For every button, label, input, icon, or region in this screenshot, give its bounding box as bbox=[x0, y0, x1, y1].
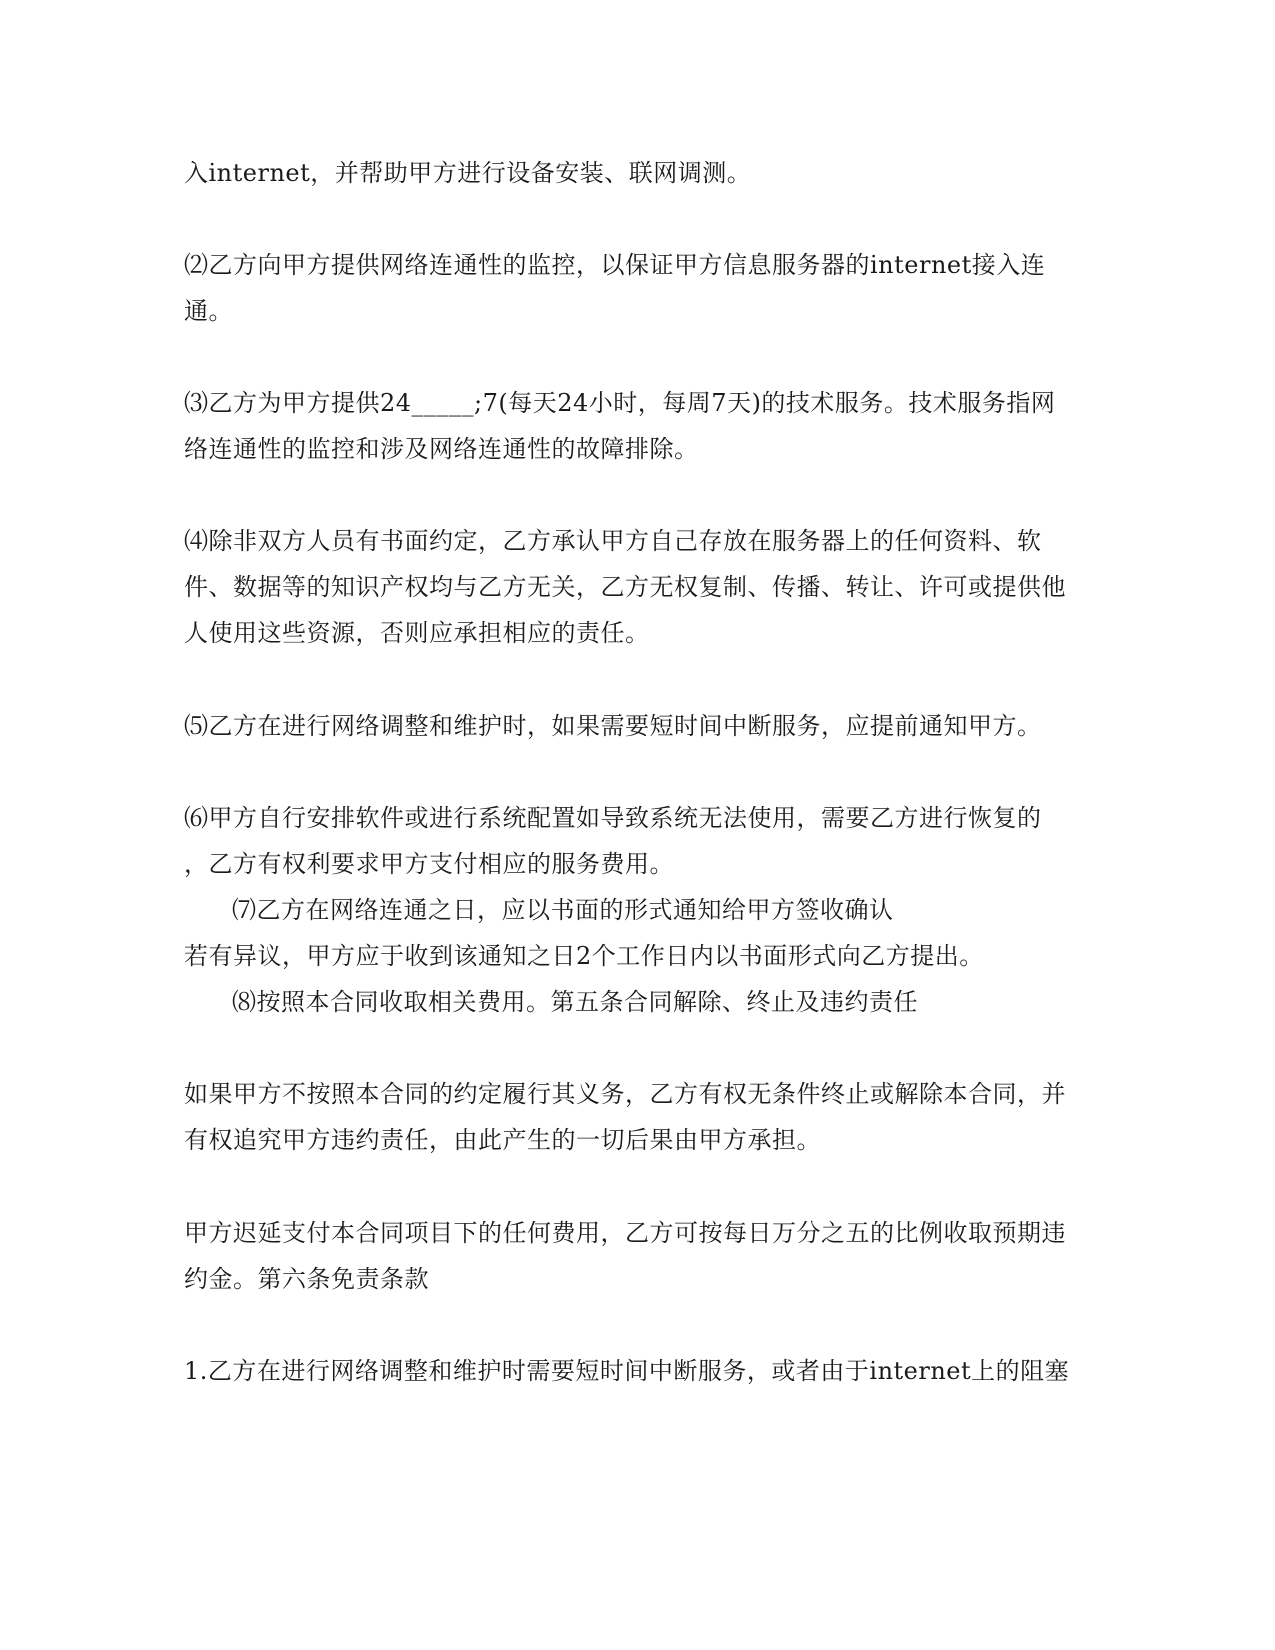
text-line: ⑷除非双方人员有书面约定，乙方承认甲方自己存放在服务器上的任何资料、软 bbox=[184, 527, 1042, 555]
text-line: 若有异议，甲方应于收到该通知之日2个工作日内以书面形式向乙方提出。 bbox=[184, 942, 984, 970]
text-line: ，乙方有权利要求甲方支付相应的服务费用。 bbox=[184, 850, 674, 878]
text-line: ⑺乙方在网络连通之日，应以书面的形式通知给甲方签收确认 bbox=[232, 896, 894, 924]
text-line: 约金。第六条免责条款 bbox=[184, 1265, 429, 1293]
text-line: ⑸乙方在进行网络调整和维护时，如果需要短时间中断服务，应提前通知甲方。 bbox=[184, 712, 1042, 740]
text-line: 甲方迟延支付本合同项目下的任何费用，乙方可按每日万分之五的比例收取预期违 bbox=[184, 1219, 1066, 1247]
text-line: 通。 bbox=[184, 297, 233, 325]
text-line: ⑻按照本合同收取相关费用。第五条合同解除、终止及违约责任 bbox=[232, 988, 918, 1016]
text-line: ⑶乙方为甲方提供24_____;7(每天24小时，每周7天)的技术服务。技术服务指网 bbox=[184, 389, 1056, 417]
text-line: 有权追究甲方违约责任，由此产生的一切后果由甲方承担。 bbox=[184, 1126, 821, 1154]
text-line: ⑵乙方向甲方提供网络连通性的监控，以保证甲方信息服务器的internet接入连 bbox=[184, 251, 1046, 279]
text-line: 入internet，并帮助甲方进行设备安装、联网调测。 bbox=[184, 159, 752, 187]
text-line: ⑹甲方自行安排软件或进行系统配置如导致系统无法使用，需要乙方进行恢复的 bbox=[184, 804, 1042, 832]
text-line: 1.乙方在进行网络调整和维护时需要短时间中断服务，或者由于internet上的阻塞 bbox=[184, 1357, 1070, 1385]
text-line: 件、数据等的知识产权均与乙方无关，乙方无权复制、传播、转让、许可或提供他 bbox=[184, 573, 1066, 601]
text-line: 络连通性的监控和涉及网络连通性的故障排除。 bbox=[184, 435, 699, 463]
text-line: 如果甲方不按照本合同的约定履行其义务，乙方有权无条件终止或解除本合同，并 bbox=[184, 1080, 1066, 1108]
text-line: 人使用这些资源，否则应承担相应的责任。 bbox=[184, 619, 650, 647]
